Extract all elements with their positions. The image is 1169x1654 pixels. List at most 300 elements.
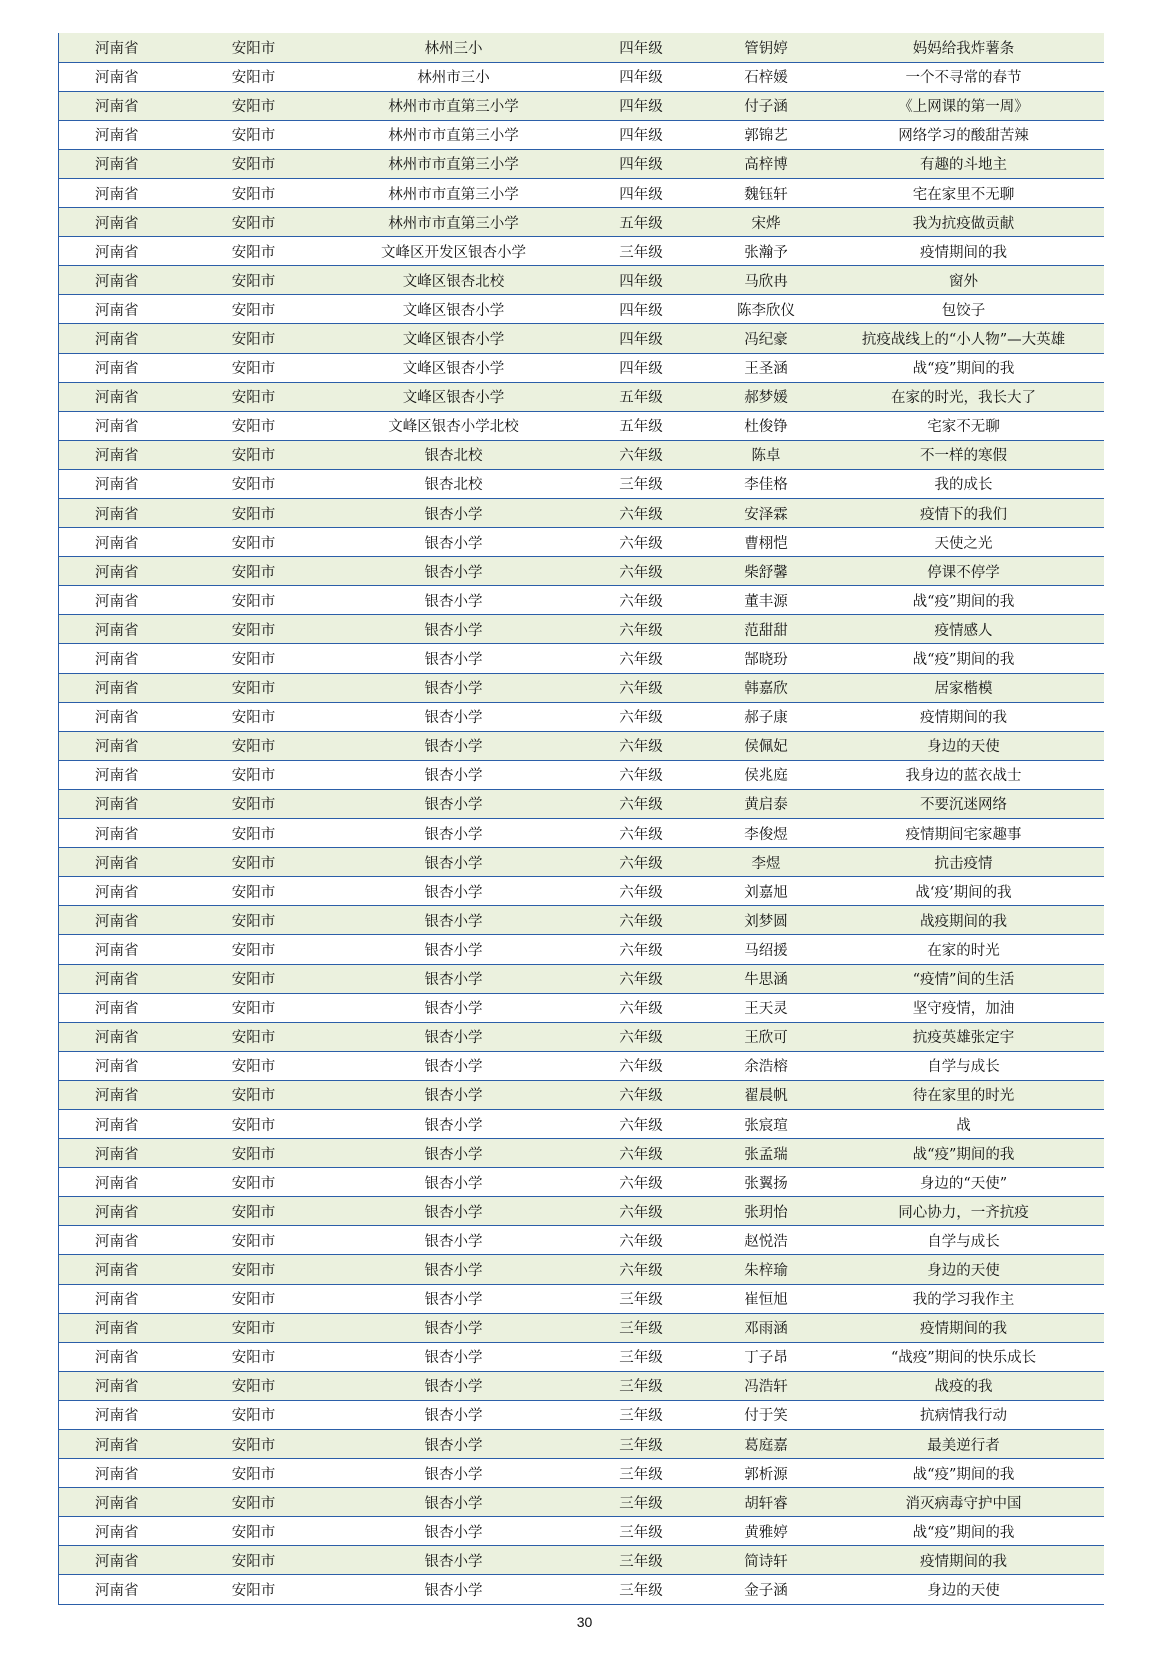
grade-cell: 三年级 [574, 1430, 709, 1459]
grade-cell: 六年级 [574, 964, 709, 993]
student-name-cell: 金子涵 [709, 1575, 824, 1604]
province-cell: 河南省 [59, 295, 174, 324]
school-cell: 银杏小学 [334, 1080, 574, 1109]
grade-cell: 三年级 [574, 1313, 709, 1342]
province-cell: 河南省 [59, 877, 174, 906]
province-cell: 河南省 [59, 411, 174, 440]
province-cell: 河南省 [59, 382, 174, 411]
province-cell: 河南省 [59, 819, 174, 848]
table-row [59, 1051, 1104, 1080]
grade-cell: 三年级 [574, 1459, 709, 1488]
province-cell: 河南省 [59, 1430, 174, 1459]
table-row [59, 1342, 1104, 1371]
table-row [59, 557, 1104, 586]
grade-cell: 六年级 [574, 673, 709, 702]
student-name-cell: 付子涵 [709, 91, 824, 120]
student-name-cell: 余浩榕 [709, 1051, 824, 1080]
province-cell: 河南省 [59, 935, 174, 964]
essay-title-cell: 疫情期间的我 [824, 702, 1104, 731]
table-row [59, 1197, 1104, 1226]
school-cell: 林州市市直第三小学 [334, 178, 574, 207]
city-cell: 安阳市 [174, 1517, 334, 1546]
school-cell: 银杏小学 [334, 615, 574, 644]
city-cell: 安阳市 [174, 1313, 334, 1342]
student-name-cell: 王圣涵 [709, 353, 824, 382]
student-name-cell: 李煜 [709, 848, 824, 877]
essay-title-cell: 我的成长 [824, 469, 1104, 498]
student-name-cell: 柴舒馨 [709, 557, 824, 586]
city-cell: 安阳市 [174, 1226, 334, 1255]
grade-cell: 三年级 [574, 1284, 709, 1313]
table-row [59, 295, 1104, 324]
grade-cell: 六年级 [574, 877, 709, 906]
table-row [59, 91, 1104, 120]
essay-title-cell: 疫情期间的我 [824, 237, 1104, 266]
school-cell: 文峰区银杏小学 [334, 295, 574, 324]
grade-cell: 六年级 [574, 731, 709, 760]
grade-cell: 四年级 [574, 353, 709, 382]
school-cell: 文峰区银杏小学北校 [334, 411, 574, 440]
grade-cell: 六年级 [574, 702, 709, 731]
essay-title-cell: 身边的天使 [824, 1255, 1104, 1284]
school-cell: 林州三小 [334, 33, 574, 62]
essay-title-cell: 妈妈给我炸薯条 [824, 33, 1104, 62]
essay-title-cell: 身边的天使 [824, 731, 1104, 760]
student-name-cell: 胡轩睿 [709, 1488, 824, 1517]
grade-cell: 四年级 [574, 120, 709, 149]
student-name-cell: 牛思涵 [709, 964, 824, 993]
student-name-cell: 张翼扬 [709, 1168, 824, 1197]
essay-title-cell: 疫情感人 [824, 615, 1104, 644]
grade-cell: 四年级 [574, 324, 709, 353]
province-cell: 河南省 [59, 848, 174, 877]
school-cell: 林州市市直第三小学 [334, 149, 574, 178]
city-cell: 安阳市 [174, 789, 334, 818]
table-row [59, 120, 1104, 149]
student-name-cell: 杜俊铮 [709, 411, 824, 440]
grade-cell: 三年级 [574, 1488, 709, 1517]
city-cell: 安阳市 [174, 149, 334, 178]
province-cell: 河南省 [59, 440, 174, 469]
school-cell: 林州市市直第三小学 [334, 91, 574, 120]
grade-cell: 六年级 [574, 906, 709, 935]
table-row [59, 819, 1104, 848]
student-name-cell: 简诗轩 [709, 1546, 824, 1575]
city-cell: 安阳市 [174, 382, 334, 411]
school-cell: 文峰区开发区银杏小学 [334, 237, 574, 266]
school-cell: 银杏小学 [334, 1342, 574, 1371]
student-name-cell: 张宸瑄 [709, 1109, 824, 1138]
essay-title-cell: 自学与成长 [824, 1226, 1104, 1255]
essay-title-cell: 天使之光 [824, 528, 1104, 557]
table-row [59, 702, 1104, 731]
grade-cell: 六年级 [574, 1109, 709, 1138]
table-row [59, 1430, 1104, 1459]
student-name-cell: 付于笑 [709, 1400, 824, 1429]
grade-cell: 六年级 [574, 1022, 709, 1051]
essay-title-cell: 战“疫”期间的我 [824, 586, 1104, 615]
essay-title-cell: 宅家不无聊 [824, 411, 1104, 440]
student-name-cell: 刘嘉旭 [709, 877, 824, 906]
city-cell: 安阳市 [174, 266, 334, 295]
city-cell: 安阳市 [174, 1109, 334, 1138]
school-cell: 银杏小学 [334, 1139, 574, 1168]
grade-cell: 三年级 [574, 1342, 709, 1371]
grade-cell: 五年级 [574, 382, 709, 411]
province-cell: 河南省 [59, 1226, 174, 1255]
province-cell: 河南省 [59, 1546, 174, 1575]
essay-title-cell: 包饺子 [824, 295, 1104, 324]
essay-title-cell: 抗击疫情 [824, 848, 1104, 877]
grade-cell: 四年级 [574, 33, 709, 62]
province-cell: 河南省 [59, 644, 174, 673]
province-cell: 河南省 [59, 1284, 174, 1313]
student-name-cell: 翟晨帆 [709, 1080, 824, 1109]
province-cell: 河南省 [59, 1255, 174, 1284]
grade-cell: 六年级 [574, 1080, 709, 1109]
essay-title-cell: 战“疫”期间的我 [824, 353, 1104, 382]
student-name-cell: 刘梦圆 [709, 906, 824, 935]
city-cell: 安阳市 [174, 208, 334, 237]
grade-cell: 三年级 [574, 1575, 709, 1604]
city-cell: 安阳市 [174, 528, 334, 557]
table-row [59, 877, 1104, 906]
city-cell: 安阳市 [174, 91, 334, 120]
table-row [59, 1575, 1104, 1604]
essay-title-cell: 停课不停学 [824, 557, 1104, 586]
province-cell: 河南省 [59, 1488, 174, 1517]
school-cell: 文峰区银杏北校 [334, 266, 574, 295]
grade-cell: 三年级 [574, 1546, 709, 1575]
city-cell: 安阳市 [174, 702, 334, 731]
city-cell: 安阳市 [174, 469, 334, 498]
student-name-cell: 管钥婷 [709, 33, 824, 62]
grade-cell: 六年级 [574, 528, 709, 557]
essay-title-cell: 有趣的斗地主 [824, 149, 1104, 178]
essay-title-cell: 待在家里的时光 [824, 1080, 1104, 1109]
province-cell: 河南省 [59, 1109, 174, 1138]
school-cell: 银杏小学 [334, 528, 574, 557]
province-cell: 河南省 [59, 1400, 174, 1429]
table-row [59, 1255, 1104, 1284]
essay-title-cell: 不一样的寒假 [824, 440, 1104, 469]
table-row [59, 1459, 1104, 1488]
city-cell: 安阳市 [174, 906, 334, 935]
essay-title-cell: “疫情”间的生活 [824, 964, 1104, 993]
province-cell: 河南省 [59, 906, 174, 935]
table-row [59, 964, 1104, 993]
school-cell: 银杏小学 [334, 819, 574, 848]
province-cell: 河南省 [59, 789, 174, 818]
city-cell: 安阳市 [174, 1168, 334, 1197]
grade-cell: 三年级 [574, 1400, 709, 1429]
grade-cell: 三年级 [574, 1517, 709, 1546]
essay-title-cell: 最美逆行者 [824, 1430, 1104, 1459]
province-cell: 河南省 [59, 266, 174, 295]
city-cell: 安阳市 [174, 1400, 334, 1429]
table-row [59, 440, 1104, 469]
province-cell: 河南省 [59, 760, 174, 789]
province-cell: 河南省 [59, 1517, 174, 1546]
student-name-cell: 邓雨涵 [709, 1313, 824, 1342]
school-cell: 银杏小学 [334, 1459, 574, 1488]
grade-cell: 六年级 [574, 499, 709, 528]
province-cell: 河南省 [59, 1168, 174, 1197]
province-cell: 河南省 [59, 673, 174, 702]
city-cell: 安阳市 [174, 324, 334, 353]
table-row [59, 1226, 1104, 1255]
grade-cell: 六年级 [574, 1139, 709, 1168]
essay-title-cell: 在家的时光，我长大了 [824, 382, 1104, 411]
essay-title-cell: “战疫”期间的快乐成长 [824, 1342, 1104, 1371]
school-cell: 银杏小学 [334, 644, 574, 673]
student-name-cell: 冯纪豪 [709, 324, 824, 353]
essay-title-cell: 我的学习我作主 [824, 1284, 1104, 1313]
school-cell: 银杏小学 [334, 1313, 574, 1342]
city-cell: 安阳市 [174, 1022, 334, 1051]
grade-cell: 六年级 [574, 848, 709, 877]
grade-cell: 四年级 [574, 62, 709, 91]
table-row [59, 469, 1104, 498]
table-row [59, 208, 1104, 237]
grade-cell: 五年级 [574, 411, 709, 440]
essay-title-cell: 一个不寻常的春节 [824, 62, 1104, 91]
city-cell: 安阳市 [174, 62, 334, 91]
table-row [59, 33, 1104, 62]
school-cell: 银杏小学 [334, 848, 574, 877]
essay-title-cell: 坚守疫情，加油 [824, 993, 1104, 1022]
essay-title-cell: 抗疫战线上的“小人物”—大英雄 [824, 324, 1104, 353]
student-name-cell: 郭锦艺 [709, 120, 824, 149]
school-cell: 银杏小学 [334, 1488, 574, 1517]
essay-title-cell: 战“疫”期间的我 [824, 644, 1104, 673]
essay-title-cell: 我身边的蓝衣战士 [824, 760, 1104, 789]
student-name-cell: 黄启泰 [709, 789, 824, 818]
grade-cell: 六年级 [574, 1255, 709, 1284]
city-cell: 安阳市 [174, 993, 334, 1022]
grade-cell: 六年级 [574, 557, 709, 586]
grade-cell: 六年级 [574, 1051, 709, 1080]
province-cell: 河南省 [59, 469, 174, 498]
grade-cell: 六年级 [574, 1168, 709, 1197]
city-cell: 安阳市 [174, 1284, 334, 1313]
essay-title-cell: 战‘疫’期间的我 [824, 877, 1104, 906]
school-cell: 银杏小学 [334, 1284, 574, 1313]
essay-title-cell: 身边的“天使” [824, 1168, 1104, 1197]
city-cell: 安阳市 [174, 586, 334, 615]
table-row [59, 789, 1104, 818]
school-cell: 银杏小学 [334, 1400, 574, 1429]
school-cell: 银杏小学 [334, 1575, 574, 1604]
table-row [59, 411, 1104, 440]
table-row [59, 1313, 1104, 1342]
grade-cell: 四年级 [574, 295, 709, 324]
student-name-cell: 葛庭嘉 [709, 1430, 824, 1459]
city-cell: 安阳市 [174, 1371, 334, 1400]
city-cell: 安阳市 [174, 731, 334, 760]
grade-cell: 四年级 [574, 178, 709, 207]
province-cell: 河南省 [59, 1022, 174, 1051]
school-cell: 银杏小学 [334, 1430, 574, 1459]
province-cell: 河南省 [59, 1371, 174, 1400]
essay-title-cell: 消灭病毒守护中国 [824, 1488, 1104, 1517]
table-row [59, 237, 1104, 266]
grade-cell: 六年级 [574, 615, 709, 644]
award-list-table [58, 33, 1104, 1605]
school-cell: 银杏小学 [334, 1022, 574, 1051]
page-number: 30 [576, 1614, 593, 1630]
city-cell: 安阳市 [174, 295, 334, 324]
essay-title-cell: 在家的时光 [824, 935, 1104, 964]
school-cell: 林州市市直第三小学 [334, 208, 574, 237]
school-cell: 银杏小学 [334, 993, 574, 1022]
school-cell: 银杏小学 [334, 1109, 574, 1138]
city-cell: 安阳市 [174, 1546, 334, 1575]
school-cell: 银杏小学 [334, 499, 574, 528]
essay-title-cell: 战“疫”期间的我 [824, 1459, 1104, 1488]
grade-cell: 六年级 [574, 440, 709, 469]
table-row [59, 1371, 1104, 1400]
student-name-cell: 李俊煜 [709, 819, 824, 848]
table-row [59, 731, 1104, 760]
city-cell: 安阳市 [174, 178, 334, 207]
city-cell: 安阳市 [174, 673, 334, 702]
province-cell: 河南省 [59, 731, 174, 760]
table-row [59, 615, 1104, 644]
school-cell: 银杏小学 [334, 1517, 574, 1546]
essay-title-cell: 战疫期间的我 [824, 906, 1104, 935]
city-cell: 安阳市 [174, 353, 334, 382]
grade-cell: 六年级 [574, 760, 709, 789]
table-row [59, 528, 1104, 557]
table-row [59, 324, 1104, 353]
grade-cell: 六年级 [574, 789, 709, 818]
grade-cell: 六年级 [574, 993, 709, 1022]
city-cell: 安阳市 [174, 819, 334, 848]
province-cell: 河南省 [59, 1197, 174, 1226]
essay-title-cell: 疫情下的我们 [824, 499, 1104, 528]
essay-title-cell: 疫情期间的我 [824, 1546, 1104, 1575]
essay-title-cell: 宅在家里不无聊 [824, 178, 1104, 207]
province-cell: 河南省 [59, 615, 174, 644]
essay-title-cell: 抗疫英雄张定宇 [824, 1022, 1104, 1051]
province-cell: 河南省 [59, 33, 174, 62]
student-name-cell: 高梓博 [709, 149, 824, 178]
student-name-cell: 侯兆庭 [709, 760, 824, 789]
table-row [59, 62, 1104, 91]
student-name-cell: 马绍援 [709, 935, 824, 964]
student-name-cell: 张孟瑞 [709, 1139, 824, 1168]
award-list-sheet [58, 33, 1103, 1605]
essay-title-cell: 窗外 [824, 266, 1104, 295]
city-cell: 安阳市 [174, 1051, 334, 1080]
province-cell: 河南省 [59, 586, 174, 615]
table-row [59, 1284, 1104, 1313]
city-cell: 安阳市 [174, 1139, 334, 1168]
school-cell: 银杏北校 [334, 469, 574, 498]
school-cell: 银杏小学 [334, 1255, 574, 1284]
student-name-cell: 郝子康 [709, 702, 824, 731]
table-row [59, 1022, 1104, 1051]
table-row [59, 499, 1104, 528]
table-row [59, 1080, 1104, 1109]
student-name-cell: 安泽霖 [709, 499, 824, 528]
student-name-cell: 郭析源 [709, 1459, 824, 1488]
school-cell: 银杏小学 [334, 702, 574, 731]
province-cell: 河南省 [59, 237, 174, 266]
student-name-cell: 董丰源 [709, 586, 824, 615]
student-name-cell: 李佳格 [709, 469, 824, 498]
province-cell: 河南省 [59, 1342, 174, 1371]
city-cell: 安阳市 [174, 1430, 334, 1459]
grade-cell: 四年级 [574, 91, 709, 120]
province-cell: 河南省 [59, 1080, 174, 1109]
table-row [59, 353, 1104, 382]
student-name-cell: 范甜甜 [709, 615, 824, 644]
school-cell: 银杏小学 [334, 1197, 574, 1226]
province-cell: 河南省 [59, 120, 174, 149]
student-name-cell: 崔恒旭 [709, 1284, 824, 1313]
province-cell: 河南省 [59, 91, 174, 120]
table-row [59, 1517, 1104, 1546]
province-cell: 河南省 [59, 208, 174, 237]
student-name-cell: 冯浩轩 [709, 1371, 824, 1400]
school-cell: 银杏小学 [334, 586, 574, 615]
province-cell: 河南省 [59, 353, 174, 382]
school-cell: 银杏小学 [334, 557, 574, 586]
table-row [59, 178, 1104, 207]
school-cell: 银杏小学 [334, 935, 574, 964]
grade-cell: 三年级 [574, 469, 709, 498]
school-cell: 文峰区银杏小学 [334, 353, 574, 382]
school-cell: 银杏小学 [334, 906, 574, 935]
table-row [59, 1400, 1104, 1429]
grade-cell: 四年级 [574, 149, 709, 178]
city-cell: 安阳市 [174, 1459, 334, 1488]
essay-title-cell: 战 [824, 1109, 1104, 1138]
essay-title-cell: 疫情期间宅家趣事 [824, 819, 1104, 848]
student-name-cell: 张玥怡 [709, 1197, 824, 1226]
essay-title-cell: 网络学习的酸甜苦辣 [824, 120, 1104, 149]
essay-title-cell: 我为抗疫做贡献 [824, 208, 1104, 237]
province-cell: 河南省 [59, 1313, 174, 1342]
province-cell: 河南省 [59, 62, 174, 91]
table-row [59, 673, 1104, 702]
city-cell: 安阳市 [174, 440, 334, 469]
city-cell: 安阳市 [174, 33, 334, 62]
student-name-cell: 侯佩妃 [709, 731, 824, 760]
province-cell: 河南省 [59, 178, 174, 207]
city-cell: 安阳市 [174, 1080, 334, 1109]
student-name-cell: 马欣冉 [709, 266, 824, 295]
school-cell: 文峰区银杏小学 [334, 382, 574, 411]
table-row [59, 935, 1104, 964]
student-name-cell: 陈卓 [709, 440, 824, 469]
school-cell: 银杏小学 [334, 1226, 574, 1255]
essay-title-cell: 战“疫”期间的我 [824, 1139, 1104, 1168]
city-cell: 安阳市 [174, 499, 334, 528]
essay-title-cell: 居家楷模 [824, 673, 1104, 702]
student-name-cell: 王天灵 [709, 993, 824, 1022]
table-row [59, 382, 1104, 411]
grade-cell: 五年级 [574, 208, 709, 237]
province-cell: 河南省 [59, 557, 174, 586]
city-cell: 安阳市 [174, 1197, 334, 1226]
student-name-cell: 丁子昂 [709, 1342, 824, 1371]
essay-title-cell: 《上网课的第一周》 [824, 91, 1104, 120]
city-cell: 安阳市 [174, 120, 334, 149]
student-name-cell: 郜晓玢 [709, 644, 824, 673]
